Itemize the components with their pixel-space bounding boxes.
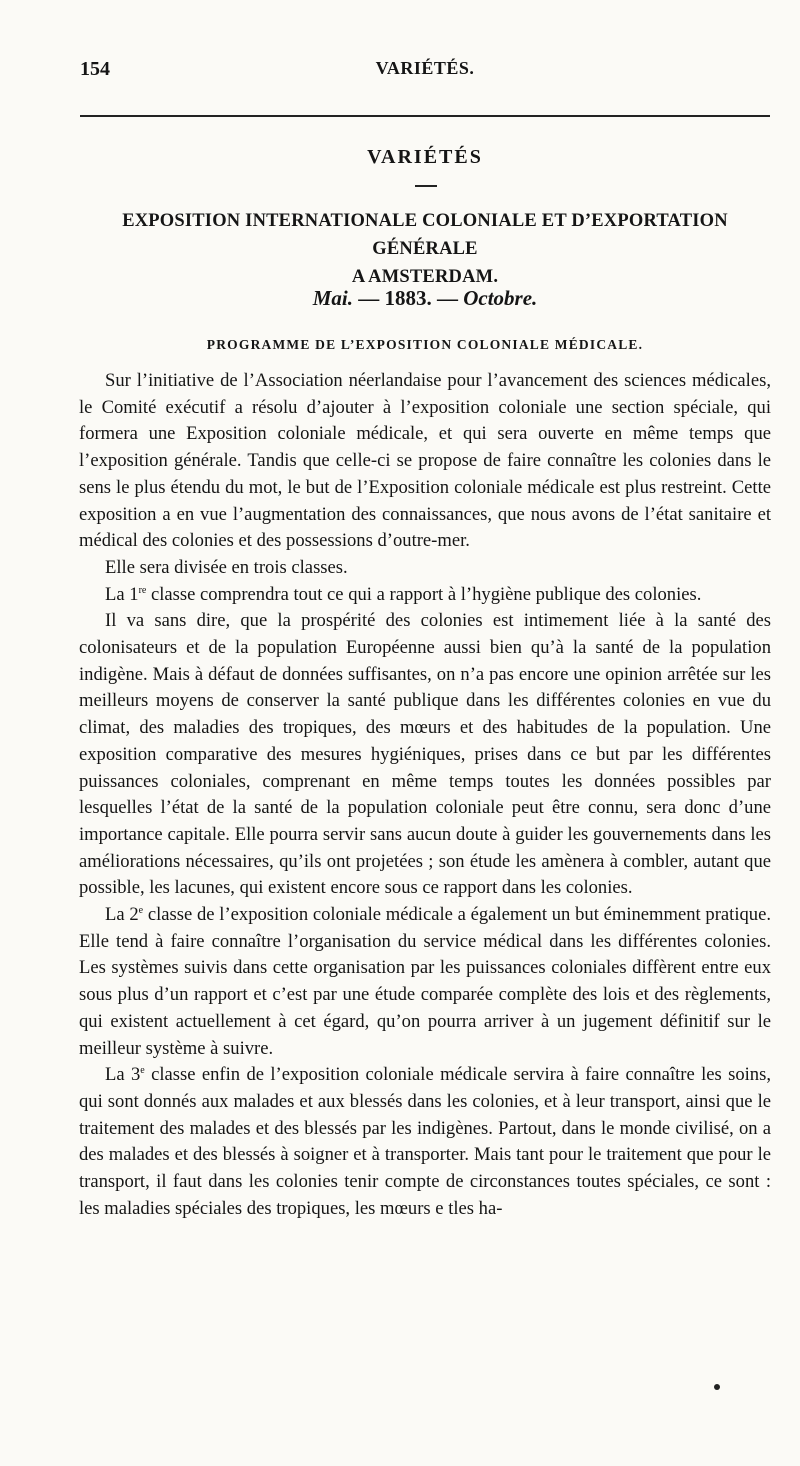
p3-ordinal: re: [138, 584, 147, 596]
year: — 1883. —: [358, 286, 458, 310]
exposition-title: [78, 207, 772, 291]
exposition-title-line2: A AMSTERDAM.: [351, 267, 499, 287]
paragraph-5: [79, 902, 771, 1062]
p5-lead: La 2: [105, 904, 139, 926]
paragraph-2: Elle sera divisée en trois classes.: [105, 556, 348, 578]
paragraph-1: Sur l’initiative de l’Association néerlandaise pour l’avancement des sciences médicales, le Comité exécutif a résolu d’ajouter à l’exposition coloniale une section spéciale, qui formera une Exposition coloniale médicale, et qui sera ouverte en même temps que l’exposition générale. Tandis que celle-ci se propose de faire connaître les colonies dans le sens le plus étendu du mot, le but de l’Exposition coloniale médicale est plus restreint. Cette exposition a en vue l’augmentation des connaissances, que nous avons de l’état sanitaire et médical des colonies et des possessions d’outre-mer.: [79, 370, 771, 552]
programme-title: PROGRAMME DE L’EXPOSITION COLONIALE MÉDICALE.: [206, 337, 644, 352]
p5-text: classe de l’exposition coloniale médicale a également un but éminemment pratique. Elle tend à faire connaître l’organisation du service médical dans les différentes colonies. Les systèmes suivis dans cette organisation par les puissances coloniales diffèrent entre eux sous plus d’un rapport et c’est par une étude comparée complète des lois et des règlements, qui existent actuellement à cet égard, qu’on pourra arriver à un jugement définitif sur le meilleur système à suivre.: [79, 904, 771, 1059]
end-month: Octobre.: [463, 286, 538, 310]
running-header: [80, 58, 770, 88]
section-title: VARIÉTÉS: [367, 146, 483, 168]
page-number: 154: [80, 58, 110, 80]
running-title: VARIÉTÉS.: [375, 58, 475, 78]
paragraph-6: [79, 1062, 771, 1222]
p3-lead: La 1: [105, 583, 139, 605]
p6-text: classe enfin de l’exposition coloniale médicale servira à faire connaître les soins, qui sont donnés aux malades et aux blessés dans les colonies, et à leur transport, ainsi que le traitement des malades et des blessés par les indigènes. Partout, dans le monde civilisé, on a des malades et des blessés à soigner et à transporter. Mais tant pour le traitement que pour le transport, il faut dans les colonies tenir compte de circonstances toutes spéciales, ce sont : les maladies spéciales des tropiques, les mœurs e tles ha-: [79, 1064, 771, 1219]
p5-ordinal: e: [138, 904, 144, 916]
title-dash: [415, 185, 437, 187]
article-body: [79, 368, 771, 1223]
header-rule: [80, 115, 770, 117]
exposition-title-line1: EXPOSITION INTERNATIONALE COLONIALE ET D’EXPORTATION GÉNÉRALE: [122, 211, 728, 259]
paragraph-4: Il va sans dire, que la prospérité des colonies est intimement liée à la santé des colonisateurs et de la population Européenne aussi bien qu’à la santé de la population indigène. Mais à défaut de données suffisantes, on n’a pas encore une opinion arrêtée sur les meilleurs moyens de conserver la santé publique dans les différentes colonies en vue du climat, des maladies des tropiques, des mœurs et des habitudes de la population. Une exposition comparative des mesures hygiéniques, prises dans ce but par les différentes puissances coloniales, comprenant en même temps toutes les données possibles par lesquelles l’état de la santé de la population coloniale peut être connu, sera donc d’une importance capitale. Elle pourra servir sans aucun doute à guider les gouvernements dans les améliorations nécessaires, qu’ils ont projetées ; son étude les amènera à combler, autant que possible, les lacunes, qui existent encore sous ce rapport dans les colonies.: [79, 610, 771, 899]
p6-lead: La 3: [105, 1064, 141, 1086]
p6-ordinal: e: [140, 1065, 145, 1077]
p3-text: classe comprendra tout ce qui a rapport à l’hygiène publique des colonies.: [146, 583, 702, 605]
paragraph-3: [79, 582, 771, 609]
start-month: Mai.: [312, 286, 353, 310]
ink-dot: [714, 1384, 720, 1390]
exposition-dates: [80, 286, 770, 311]
